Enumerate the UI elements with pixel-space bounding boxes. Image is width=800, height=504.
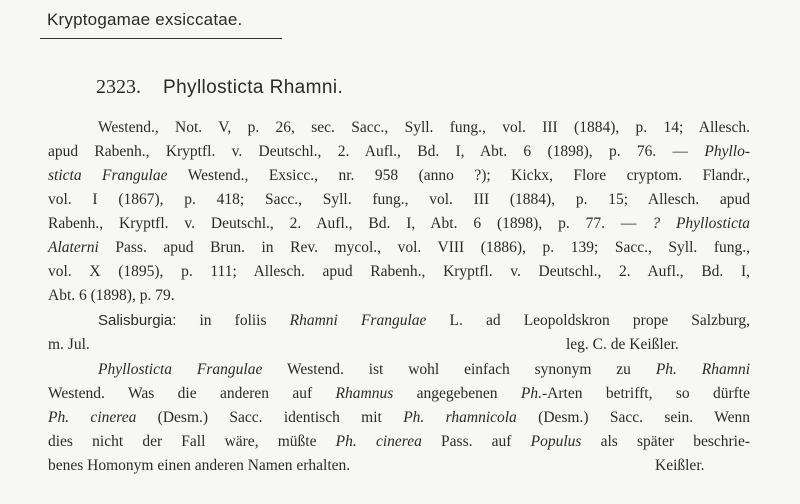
entry-title	[96, 76, 343, 99]
species-name: Phyllosticta Rhamni.	[163, 77, 344, 98]
text-line: Rabenh., Kryptfl. v. Deutschl., 2. Aufl., Bd. I, Abt. 6 (1898), p. 77. — ? Phyllosticta	[48, 215, 751, 232]
region-name: Salisburgia:	[98, 312, 177, 329]
note-paragraph	[48, 358, 750, 478]
text-line: Alaterni Pass. apud Brun. in Rev. mycol., vol. VIII (1886), p. 139; Sacc., Syll. fung.,	[48, 239, 750, 256]
text-line: Westend., Not. V, p. 26, sec. Sacc., Syll. fung., vol. III (1884), p. 14; Allesch.	[98, 119, 750, 136]
text-line: Salisburgia: in foliis Rhamni Frangulae L. ad Leopoldskron prope Salzburg,	[98, 312, 750, 329]
text-line: benes Homonym einen anderen Namen erhalten.	[48, 457, 351, 474]
text-line: Ph. cinerea (Desm.) Sacc. identisch mit Ph. rhamnicola (Desm.) Sacc. sein. Wenn	[48, 409, 751, 426]
text-line: Abt. 6 (1898), p. 79.	[48, 287, 175, 304]
text-line: vol. I (1867), p. 418; Sacc., Syll. fung., vol. III (1884), p. 15; Allesch. apud	[48, 191, 750, 208]
references-paragraph	[48, 116, 750, 308]
header-underline	[40, 38, 282, 39]
text-line: Phyllosticta Frangulae Westend. ist wohl einfach synonym zu Ph. Rhamni	[98, 361, 751, 378]
collector: leg. C. de Keißler.	[566, 336, 679, 353]
note-author: Keißler.	[655, 457, 705, 474]
text-line: Westend. Was die anderen auf Rhamnus angegebenen Ph.-Arten betrifft, so dürfte	[48, 385, 750, 402]
text-line: sticta Frangulae Westend., Exsicc., nr. 958 (anno ?); Kickx, Flore cryptom. Flandr.,	[48, 167, 750, 184]
text-line: apud Rabenh., Kryptfl. v. Deutschl., 2. Aufl., Bd. I, Abt. 6 (1898), p. 76. — Phyllo-	[48, 143, 750, 160]
text-line: m. Jul.	[48, 336, 90, 353]
text-line: dies nicht der Fall wäre, müßte Ph. cinerea Pass. auf Populus als später beschrie-	[48, 433, 750, 450]
entry-number: 2323.	[96, 76, 141, 98]
series-header: Kryptogamae exsiccatae.	[47, 10, 243, 29]
text-line: vol. X (1895), p. 111; Allesch. apud Rabenh., Kryptfl. v. Deutschl., 2. Aufl., Bd. I,	[48, 263, 750, 280]
